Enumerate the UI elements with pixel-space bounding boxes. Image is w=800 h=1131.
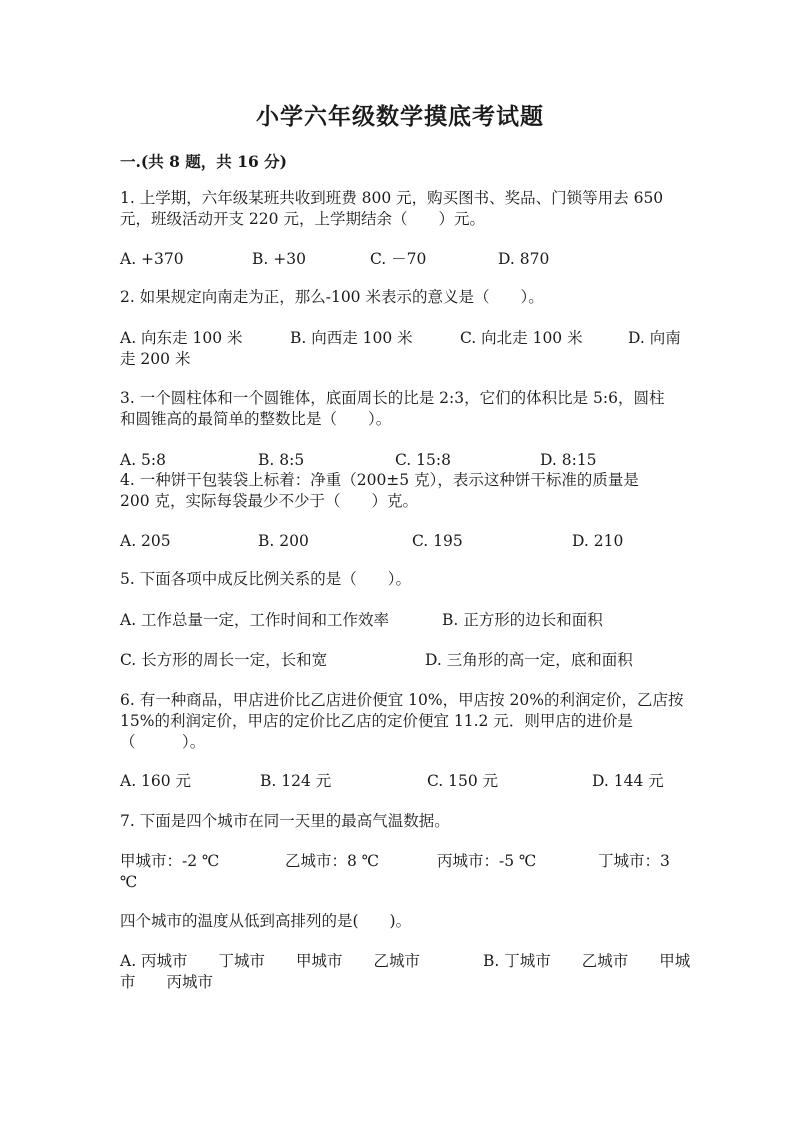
question-7-temp-bing: 丙城市：-5 ℃ [437, 852, 537, 870]
question-4-option-d: D. 210 [572, 532, 624, 550]
question-7-temp-ding: 丁城市：3 [598, 852, 670, 870]
question-5-stem: 5. 下面各项中成反比例关系的是（ ）。 [120, 570, 411, 588]
question-2-stem: 2. 如果规定向南走为正，那么-100 米表示的意义是（ ）。 [120, 288, 544, 306]
question-1-stem-line-1: 1. 上学期，六年级某班共收到班费 800 元，购买图书、奖品、门锁等用去 650 [120, 189, 664, 207]
question-4-option-b: B. 200 [258, 532, 309, 550]
question-1-option-c: C. －70 [370, 250, 427, 268]
question-6-option-b: B. 124 元 [260, 772, 332, 790]
question-3-option-c: C. 15:8 [395, 451, 451, 469]
question-2-option-c: C. 向北走 100 米 [460, 329, 583, 347]
question-2-option-a: A. 向东走 100 米 [120, 329, 243, 347]
page-title: 小学六年级数学摸底考试题 [256, 103, 544, 130]
question-1-stem-line-2: 元，班级活动开支 220 元，上学期结余（ ）元。 [120, 210, 485, 228]
question-4-option-c: C. 195 [412, 532, 463, 550]
question-6-option-c: C. 150 元 [427, 772, 499, 790]
question-6-stem-line-3: （ ）。 [120, 733, 206, 751]
question-7-sub-stem: 四个城市的温度从低到高排列的是( )。 [120, 912, 412, 930]
question-7-stem: 7. 下面是四个城市在同一天里的最高气温数据。 [120, 812, 450, 830]
question-1-option-d: D. 870 [498, 250, 550, 268]
question-2-option-d-continued: 走 200 米 [120, 350, 191, 368]
question-2-option-d: D. 向南 [628, 329, 681, 347]
question-5-option-b: B. 正方形的边长和面积 [442, 611, 603, 629]
question-6-stem-line-2: 15%的利润定价，甲店的定价比乙店的定价便宜 11.2 元．则甲店的进价是 [120, 712, 633, 730]
question-5-option-c: C. 长方形的周长一定，长和宽 [120, 651, 328, 669]
question-4-stem-line-1: 4. 一种饼干包装袋上标着：净重（200±5 克），表示这种饼干标准的质量是 [120, 471, 639, 489]
question-3-option-d: D. 8:15 [540, 451, 597, 469]
question-1-option-a: A. +370 [120, 250, 184, 268]
question-3-option-b: B. 8:5 [258, 451, 305, 469]
question-7-option-b: B. 丁城市 乙城市 甲城 [483, 952, 691, 970]
question-7-option-a: A. 丙城市 丁城市 甲城市 乙城市 [120, 952, 421, 970]
question-7-temp-jia: 甲城市：-2 ℃ [120, 852, 220, 870]
question-7-temp-yi: 乙城市：8 ℃ [285, 852, 380, 870]
question-7-temp-ding-continued: ℃ [120, 873, 138, 891]
question-5-option-d: D. 三角形的高一定，底和面积 [425, 651, 633, 669]
question-2-option-b: B. 向西走 100 米 [290, 329, 413, 347]
question-1-option-b: B. +30 [252, 250, 306, 268]
question-3-stem-line-2: 和圆锥高的最简单的整数比是（ ）。 [120, 410, 392, 428]
section-heading: 一.(共 8 题，共 16 分) [120, 152, 288, 171]
question-6-option-a: A. 160 元 [120, 772, 192, 790]
question-4-option-a: A. 205 [120, 532, 171, 550]
question-5-option-a: A. 工作总量一定，工作时间和工作效率 [120, 611, 390, 629]
question-4-stem-line-2: 200 克，实际每袋最少不少于（ ）克。 [120, 492, 419, 510]
question-6-option-d: D. 144 元 [592, 772, 664, 790]
question-3-stem-line-1: 3. 一个圆柱体和一个圆锥体，底面周长的比是 2:3，它们的体积比是 5:6，圆柱 [120, 389, 665, 407]
question-6-stem-line-1: 6. 有一种商品，甲店进价比乙店进价便宜 10%，甲店按 20%的利润定价，乙店按 [120, 691, 684, 709]
question-7-option-b-continued: 市 丙城市 [120, 973, 214, 991]
question-3-option-a: A. 5:8 [120, 451, 166, 469]
